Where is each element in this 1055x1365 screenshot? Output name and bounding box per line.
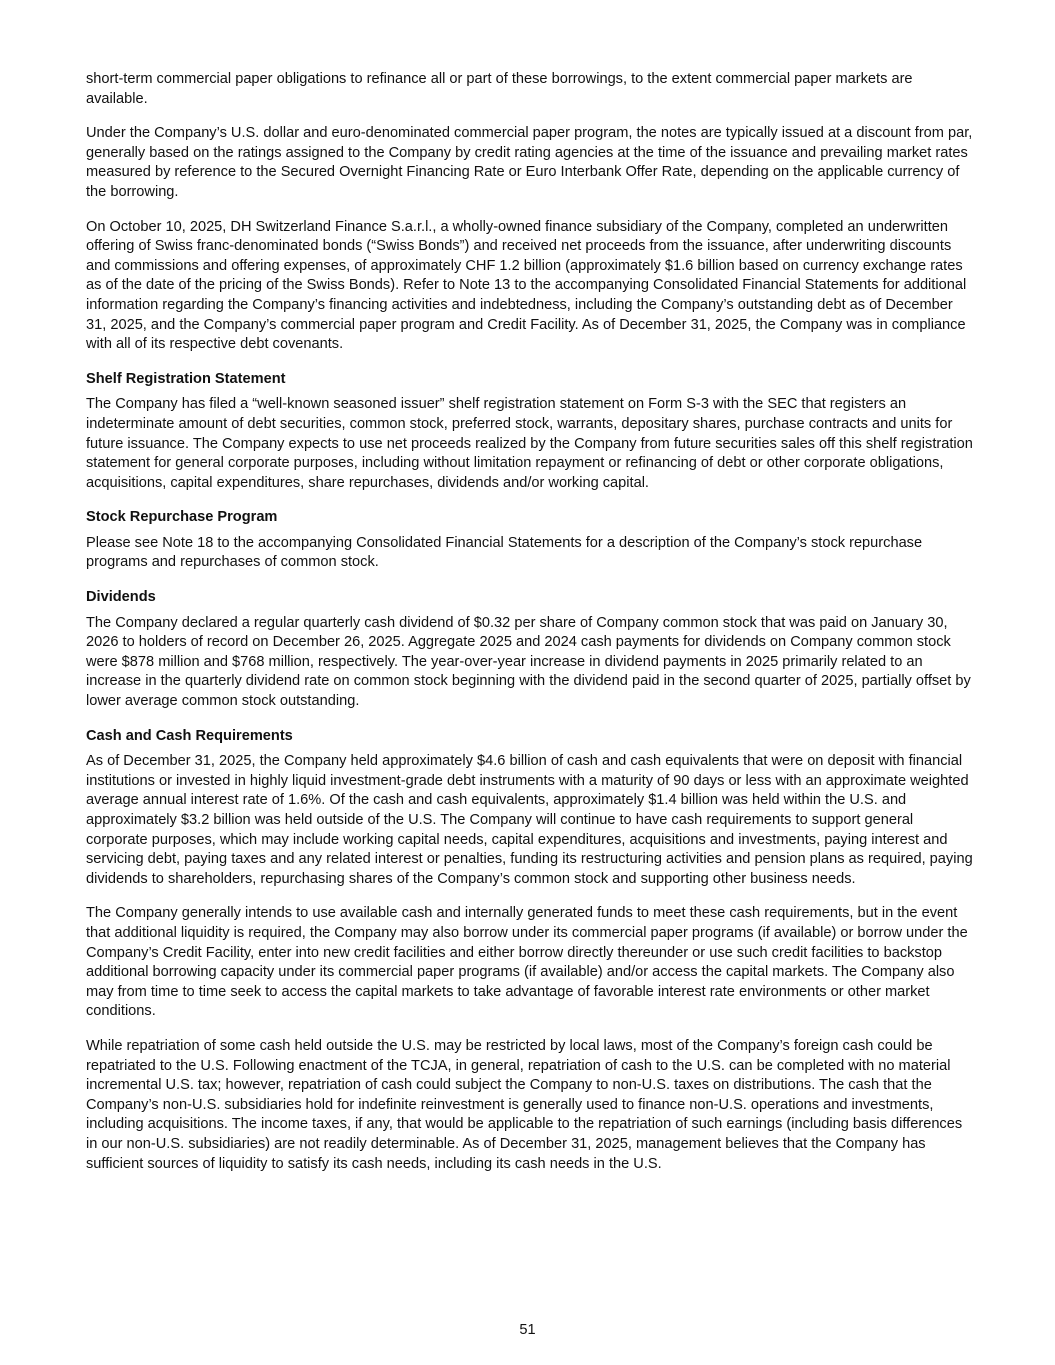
paragraph-commercial-paper-refinance: short-term commercial paper obligations to refinance all or part of these borrowings, to the extent commercial paper markets are available. (86, 71, 913, 107)
paragraph-repatriation: While repatriation of some cash held outside the U.S. may be restricted by local laws, most of the Company’s foreign cash could be repatriated to the U.S. Following enactment of the TCJA, in general, repatriation of cash to the U.S. can be completed with no material incremental U.S. tax; however, repatriation of cash could subject the Company to non-U.S. taxes on distributions. The cash that the Company’s non-U.S. subsidiaries hold for indefinite reinvestment is generally used to finance non-U.S. operations and investments, including acquisitions. The income taxes, if any, that would be applicable to the repatriation of such earnings (including basis differences in our non-U.S. subsidiaries) are not readily determinable. As of December 31, 2025, management believes that the Company has sufficient sources of liquidity to satisfy its cash needs, including its cash needs in the U.S. (86, 1037, 963, 1172)
page-number: 51 (519, 1322, 536, 1338)
document-page (86, 70, 974, 1189)
paragraph-cash-holdings: As of December 31, 2025, the Company held approximately $4.6 billion of cash and cash equivalents that were on deposit with financial institutions or invested in highly liquid investment-grade debt instruments with a maturity of 90 days or less with an approximate weighted average annual interest rate of 1.6%. Of the cash and cash equivalents, approximately $1.4 billion was held within the U.S. and approximately $3.2 billion was held outside of the U.S. The Company will continue to have cash requirements to support general corporate purposes, which may include working capital needs, capital expenditures, acquisitions and investments, paying interest and servicing debt, paying taxes and any related interest or penalties, funding its restructuring activities and pension plans as required, paying dividends to shareholders, repurchasing shares of the Company’s common stock and supporting other business needs. (86, 753, 973, 887)
heading-dividends: Dividends (86, 589, 156, 606)
heading-stock-repurchase: Stock Repurchase Program (86, 509, 278, 526)
paragraph-dividends: The Company declared a regular quarterly cash dividend of $0.32 per share of Company common stock that was paid on January 30, 2026 to holders of record on December 26, 2025. Aggregate 2025 and 2024 cash payments for dividends on Company common stock were $878 million and $768 million, respectively. The year-over-year increase in dividend payments in 2025 primarily related to an increase in the quarterly dividend rate on common stock beginning with the dividend paid in the second quarter of 2025, partially offset by lower average common stock outstanding. (86, 614, 971, 710)
heading-cash-requirements: Cash and Cash Requirements (86, 727, 293, 744)
paragraph-liquidity-sources: The Company generally intends to use available cash and internally generated funds to meet these cash requirements, but in the event that additional liquidity is required, the Company may also borrow under its commercial paper programs (if available) or borrow under the Company’s Credit Facility, enter into new credit facilities and either borrow directly thereunder or use such credit facilities to backstop additional borrowing capacity under its commercial paper programs (if available) and/or access the capital markets. The Company also may from time to time seek to access the capital markets to take advantage of favorable interest rate environments or other market conditions. (86, 905, 968, 1020)
paragraph-commercial-paper-program: Under the Company’s U.S. dollar and euro-denominated commercial paper program, the notes are typically issued at a discount from par, generally based on the ratings assigned to the Company by credit rating agencies at the time of the issuance and prevailing market rates measured by reference to the Secured Overnight Financing Rate or Euro Interbank Offer Rate, depending on the applicable currency of the borrowing. (86, 125, 973, 200)
heading-shelf-registration: Shelf Registration Statement (86, 370, 286, 387)
paragraph-stock-repurchase: Please see Note 18 to the accompanying Consolidated Financial Statements for a description of the Company’s stock repurchase programs and repurchases of common stock. (86, 534, 923, 571)
paragraph-swiss-bonds: On October 10, 2025, DH Switzerland Finance S.a.r.l., a wholly-owned finance subsidiary of the Company, completed an underwritten offering of Swiss franc-denominated bonds (“Swiss Bonds”) and received net proceeds from the issuance, after underwriting discounts and commissions and offering expenses, of approximately CHF 1.2 billion (approximately $1.6 billion based on currency exchange rates as of the date of the pricing of the Swiss Bonds). Refer to Note 13 to the accompanying Consolidated Financial Statements for additional information regarding the Company’s financing activities and indebtedness, including the Company’s outstanding debt as of December 31, 2025, and the Company’s commercial paper program and Credit Facility. As of December 31, 2025, the Company was in compliance with all of its respective debt covenants. (86, 218, 967, 353)
paragraph-shelf-registration: The Company has filed a “well-known seasoned issuer” shelf registration statement on Form S-3 with the SEC that registers an indeterminate amount of debt securities, common stock, preferred stock, warrants, depositary shares, purchase contracts and units for future issuance. The Company expects to use net proceeds realized by the Company from future securities sales off this shelf registration statement for general corporate purposes, including without limitation repayment or refinancing of debt or other corporate obligations, acquisitions, capital expenditures, share repurchases, dividends and/or working capital. (86, 396, 973, 491)
